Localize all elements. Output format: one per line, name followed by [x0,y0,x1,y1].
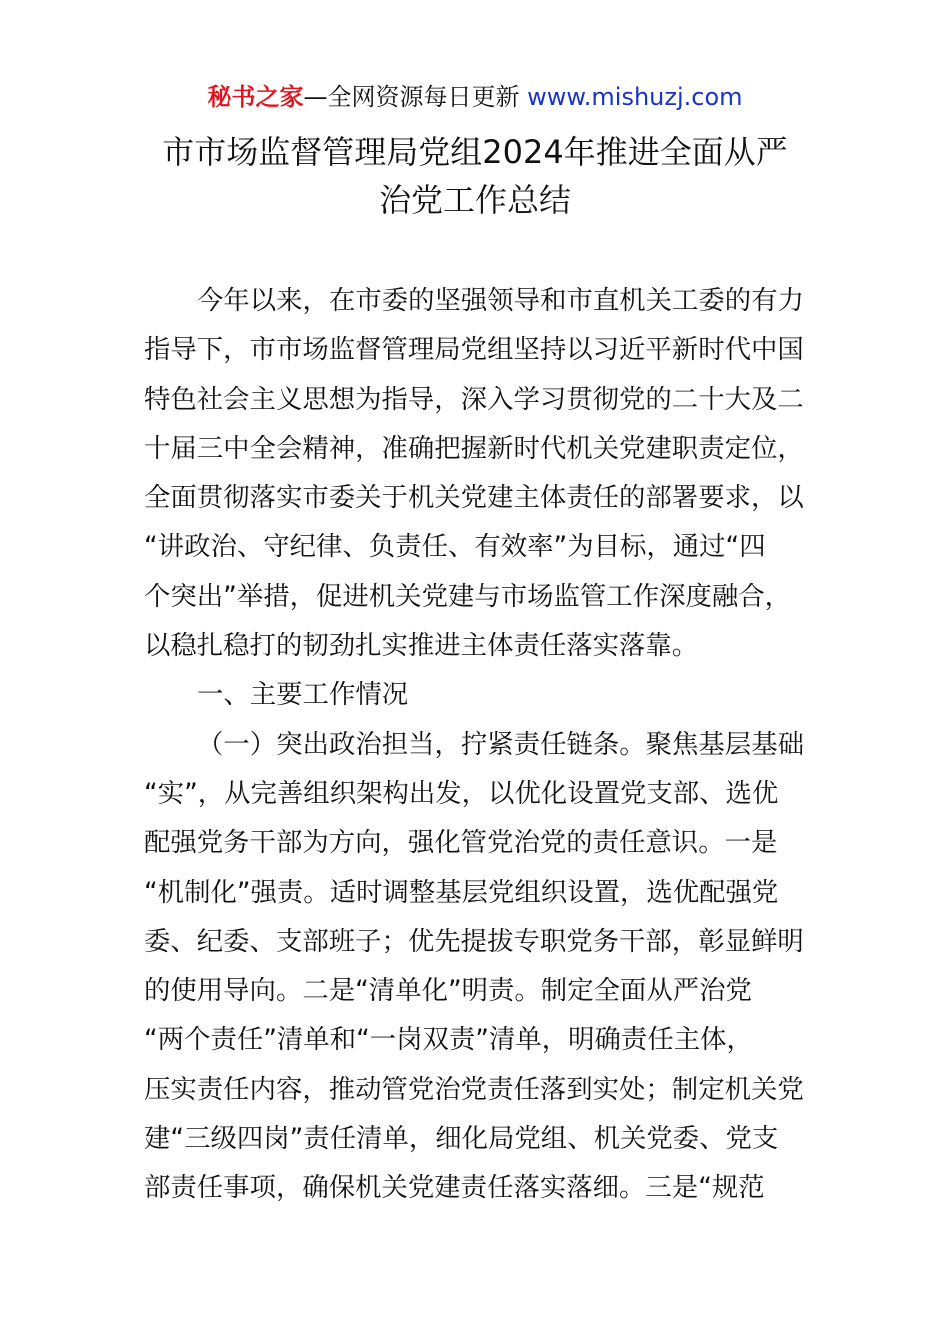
paragraph-line: 指导下，市市场监督管理局党组坚持以习近平新时代中国 [144,334,804,366]
paragraph-line: 个突出”举措，促进机关党建与市场监管工作深度融合， [144,580,792,612]
paragraph-line: 特色社会主义思想为指导，深入学习贯彻党的二十大及二 [144,383,804,415]
paragraph-line: 委、纪委、支部班子；优先提拔专职党务干部，彰显鲜明 [144,925,804,957]
header-tagline: —全网资源每日更新 [303,83,528,111]
paragraph-line: 配强党务干部为方向，强化管党治党的责任意识。一是 [144,827,778,859]
paragraph-line: 全面贯彻落实市委关于机关党建主体责任的部署要求，以 [144,482,804,514]
document-title [0,128,950,224]
document-body [144,276,808,1213]
paragraph-line: 部责任事项，确保机关党建责任落实落细。三是“规范 [144,1172,765,1204]
paragraph-line: 今年以来，在市委的坚强领导和市直机关工委的有力 [197,285,804,316]
paragraph-line: “两个责任”清单和“一岗双责”清单，明确责任主体， [144,1024,753,1056]
title-line-2: 治党工作总结 [378,181,571,219]
paragraph-line: （一）突出政治担当，拧紧责任链条。聚焦基层基础 [197,728,804,760]
site-header [0,80,950,114]
section-heading: 一、主要工作情况 [197,679,409,711]
paragraph-line: 建“三级四岗”责任清单，细化局党组、机关党委、党支 [144,1123,779,1155]
paragraph-line: 的使用导向。二是“清单化”明责。制定全面从严治党 [144,975,752,1007]
site-url-link[interactable]: www.mishuzj.com [527,83,743,111]
paragraph-line: 压实责任内容，推动管党治党责任落到实处；制定机关党 [144,1073,804,1105]
brand-name: 秘书之家 [207,83,304,111]
paragraph-line: 以稳扎稳打的韧劲扎实推进主体责任落实落靠。 [144,630,699,662]
paragraph-line: 十届三中全会精神，准确把握新时代机关党建职责定位， [144,432,804,464]
paragraph-line: “讲政治、守纪律、负责任、有效率”为目标，通过“四 [144,531,766,563]
title-line-1: 市市场监督管理局党组2024年推进全面从严 [162,133,788,171]
paragraph-line: “机制化”强责。适时调整基层党组织设置，选优配强党 [144,876,779,908]
paragraph-line: “实”，从完善组织架构出发，以优化设置党支部、选优 [144,777,779,809]
